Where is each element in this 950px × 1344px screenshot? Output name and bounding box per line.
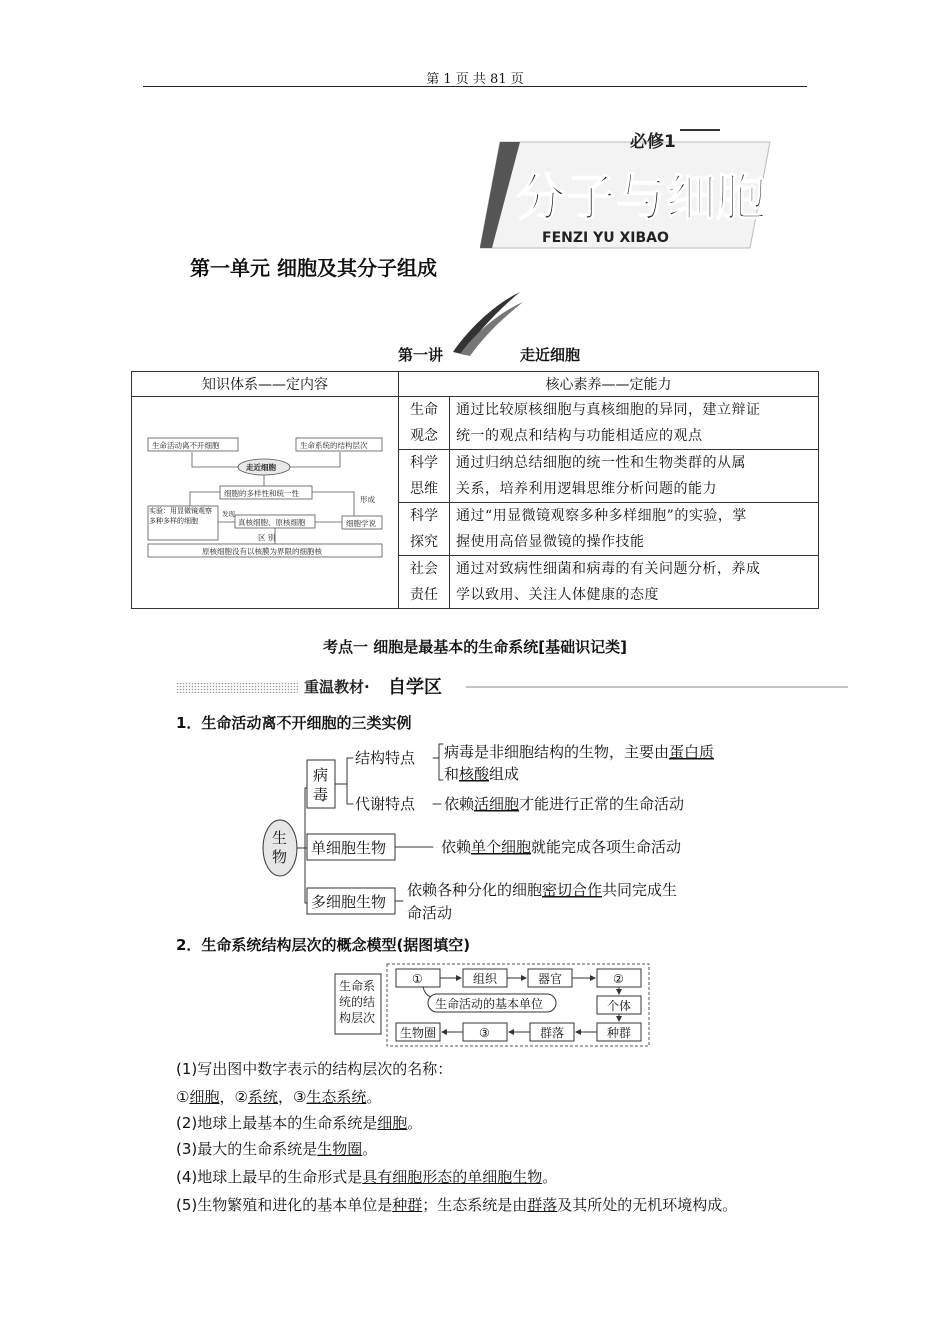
question-2: (2)地球上最基本的生命系统是细胞。 <box>176 1114 423 1132</box>
root-bracket <box>297 788 307 903</box>
metabolism-text: 依赖活细胞才能进行正常的生命活动 <box>444 795 685 813</box>
map-discover: 发现 <box>222 509 235 518</box>
side-line2: 统的结 <box>339 995 376 1009</box>
virus-bracket <box>335 758 353 804</box>
unit-title: 第一单元 细胞及其分子组成 <box>190 256 437 280</box>
band-highlight: 自学区 <box>388 677 442 698</box>
page-header: 第 1 页 共 81 页 <box>426 72 524 87</box>
section-band <box>176 676 848 698</box>
virus-char2: 毒 <box>313 786 329 804</box>
hierarchy-diagram <box>333 962 653 1050</box>
structure-text-line1: 病毒是非细胞结构的生物，主要由蛋白质 <box>444 743 715 761</box>
map-link <box>312 492 354 516</box>
kaodian-title: 考点一 细胞是最基本的生命系统[基础识记类] <box>323 638 627 656</box>
banner-subtitle: 必修1 <box>630 132 676 152</box>
row-desc: 通过归纳总结细胞的统一性和生物类群的从属 关系，培养利用逻辑思维分析问题的能力 <box>450 450 819 503</box>
map-theory: 细胞学说 <box>346 518 376 528</box>
row-label: 科学 探究 <box>399 503 450 556</box>
side-line1: 生命系 <box>339 979 376 993</box>
structure-bracket <box>433 744 443 780</box>
map-top-left: 生命活动离不开细胞 <box>152 440 220 450</box>
band-label: 重温教材· <box>304 678 370 696</box>
question-3: (3)最大的生命系统是生物圈。 <box>176 1140 378 1158</box>
label-organ: 器官 <box>538 972 563 986</box>
banner-pinyin: FENZI YU XIBAO <box>542 230 669 246</box>
book-banner <box>480 120 780 260</box>
overview-table <box>131 371 819 609</box>
row-label: 科学 思维 <box>399 450 450 503</box>
map-link <box>192 452 238 467</box>
multicellular-label: 多细胞生物 <box>311 893 387 911</box>
metabolism-label: 代谢特点 <box>355 795 416 813</box>
section2-title: 2．生命系统结构层次的概念模型(据图填空) <box>176 936 471 954</box>
map-experiment-wrap <box>149 506 217 540</box>
banner-title: 分子与细胞 <box>516 169 766 227</box>
header-rule <box>143 86 807 87</box>
label-population: 种群 <box>607 1026 632 1040</box>
unicellular-text: 依赖单个细胞就能完成各项生命活动 <box>441 838 682 856</box>
label-n1: ① <box>412 972 423 986</box>
map-experiment: 实验：用显微镜观察多种多样的细胞 <box>149 506 212 525</box>
unicellular-label: 单细胞生物 <box>311 839 387 857</box>
map-cells: 真核细胞、原核细胞 <box>238 517 306 527</box>
left-header: 知识体系——定内容 <box>132 372 399 397</box>
row-desc: 通过“用显微镜观察多种多样细胞”的实验，掌 握使用高倍显微镜的操作技能 <box>450 503 819 556</box>
answer-1: ①细胞，②系统，③生态系统。 <box>176 1088 382 1106</box>
row-desc: 通过比较原核细胞与真核细胞的异同，建立辩证 统一的观点和结构与功能相适应的观点 <box>450 397 819 450</box>
virus-char1: 病 <box>313 766 329 784</box>
structure-label: 结构特点 <box>355 749 416 767</box>
row-label: 生命 观念 <box>399 397 450 450</box>
knowledge-map-cell <box>132 397 399 609</box>
knowledge-map <box>132 398 398 604</box>
map-diversity: 细胞的多样性和统一性 <box>224 488 299 498</box>
map-link <box>290 452 340 467</box>
row-desc: 通过对致病性细菌和病毒的有关问题分析，养成 学以致用、关注人体健康的态度 <box>450 556 819 609</box>
question-1: (1)写出图中数字表示的结构层次的名称： <box>176 1060 453 1078</box>
structure-text-line2: 和核酸组成 <box>444 765 520 783</box>
life-examples-diagram <box>255 738 735 928</box>
map-bottom: 原核细胞没有以核膜为界限的细胞核 <box>202 546 322 556</box>
label-n2: ② <box>613 972 624 986</box>
question-5: (5)生物繁殖和进化的基本单位是种群；生态系统是由群落及其所处的无机环境构成。 <box>176 1196 738 1214</box>
map-top-right: 生命系统的结构层次 <box>300 440 368 450</box>
map-difference: 区 别 <box>258 532 276 542</box>
band-dots <box>176 681 298 693</box>
row-label: 社会 责任 <box>399 556 450 609</box>
lecture-number: 第一讲 <box>398 346 444 364</box>
section1-title: 1．生命活动离不开细胞的三类实例 <box>176 714 412 732</box>
map-link <box>190 492 220 506</box>
swoosh-icon <box>448 290 528 360</box>
label-community: 群落 <box>540 1026 565 1040</box>
question-4: (4)地球上最早的生命形式是具有细胞形态的单细胞生物。 <box>176 1168 558 1186</box>
multi-text-line1: 依赖各种分化的细胞密切合作共同完成生 <box>407 881 678 899</box>
root-char2: 物 <box>272 848 288 866</box>
label-tissue: 组织 <box>473 972 498 986</box>
root-char1: 生 <box>272 829 288 847</box>
callout-text: 生命活动的基本单位 <box>435 997 544 1011</box>
map-center: 走近细胞 <box>246 462 276 472</box>
right-header: 核心素养——定能力 <box>399 372 819 397</box>
label-individual: 个体 <box>607 999 632 1013</box>
label-n3: ③ <box>479 1026 490 1040</box>
map-formation: 形成 <box>360 494 375 504</box>
multi-text-line2: 命活动 <box>407 904 453 922</box>
lecture-title: 走近细胞 <box>520 346 581 364</box>
label-biosphere: 生物圈 <box>400 1026 437 1040</box>
side-line3: 构层次 <box>339 1011 376 1025</box>
